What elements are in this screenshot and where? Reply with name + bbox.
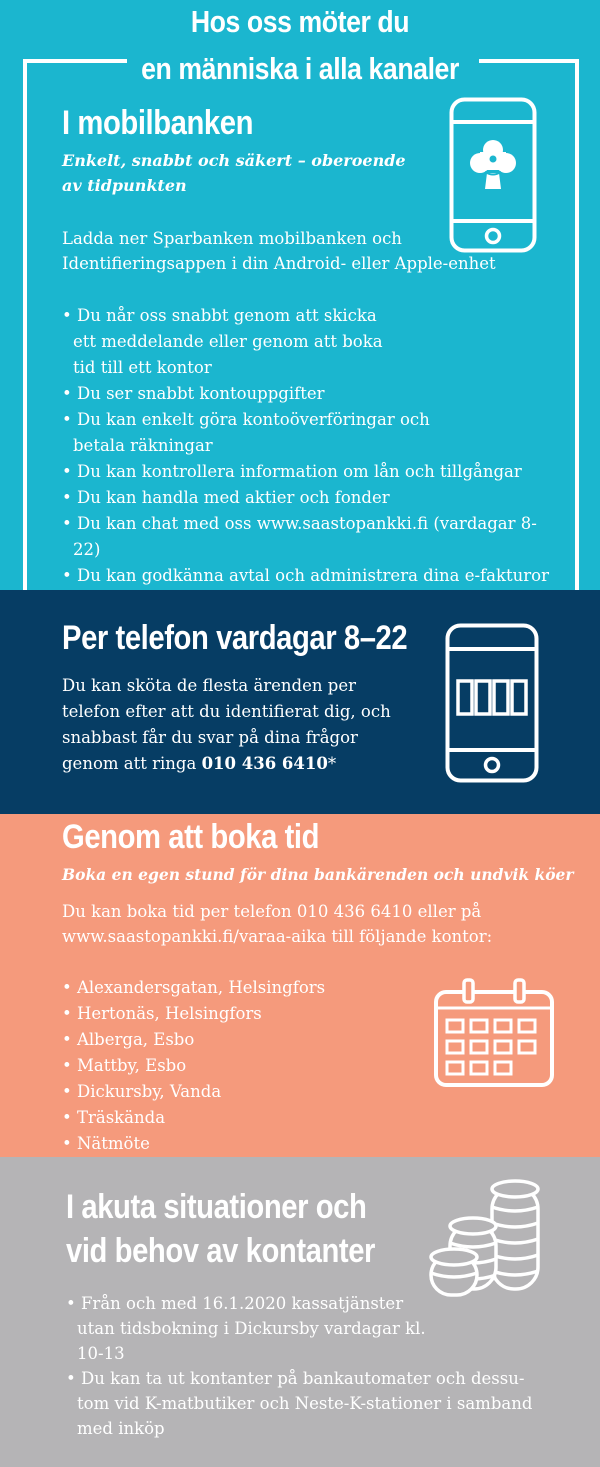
calendar-icon xyxy=(433,978,555,1088)
urgent-heading-line1: I akuta situationer och xyxy=(66,1188,367,1226)
phone-number: 010 436 6410 xyxy=(201,754,328,773)
booking-heading: Genom att boka tid xyxy=(62,818,320,856)
list-item: • Hertonäs, Helsingfors xyxy=(62,1001,422,1027)
page-title-line2: en människa i alla kanaler xyxy=(141,51,459,86)
phone-text xyxy=(62,673,412,777)
list-item: • Du kan ta ut kontanter på bankautomater och dessu- tom vid K-matbutiker och Neste-K-stationer i samband med inköp xyxy=(66,1366,556,1441)
mobile-subtitle xyxy=(62,148,406,198)
list-item: • Du kan handla med aktier och fonder xyxy=(62,485,562,511)
urgent-heading-line2: vid behov av kontanter xyxy=(66,1232,376,1270)
list-item: • Mattby, Esbo xyxy=(62,1053,422,1079)
list-item: • Dickursby, Vanda xyxy=(62,1079,422,1105)
phone-description: Du kan sköta de flesta ärenden per telefon efter att du identifierat dig, och snabbast får du svar på dina frågor genom att ringa xyxy=(62,676,391,773)
list-item: • Du ser snabbt kontouppgifter xyxy=(62,381,562,407)
smartphone-keypad-icon xyxy=(445,623,539,783)
booking-subtitle: Boka en egen stund för dina bankärenden och undvik köer xyxy=(62,865,574,884)
list-item: • Du kan godkänna avtal och administrera dina e-fakturor xyxy=(62,563,562,589)
mobile-intro xyxy=(62,226,496,276)
booking-intro: Du kan boka tid per telefon 010 436 6410 eller på www.saastopankki.fi/varaa-aika till följande kontor: xyxy=(62,902,493,946)
urgent-list xyxy=(66,1291,556,1441)
frame-left xyxy=(23,59,27,590)
mobile-intro-line1: Ladda ner Sparbanken mobilbanken och xyxy=(62,229,402,248)
list-item: • Du kan enkelt göra kontoöverföringar och betala räkningar xyxy=(62,407,452,459)
urgent-section xyxy=(0,1157,600,1467)
mobile-feature-list xyxy=(62,303,562,615)
coins-icon xyxy=(428,1177,542,1299)
list-item: • Alexandersgatan, Helsingfors xyxy=(62,975,422,1001)
page-title-line1: Hos oss möter du xyxy=(190,4,410,39)
smartphone-tree-icon xyxy=(449,97,537,253)
mobile-intro-line2: Identifieringsappen i din Android- eller Apple-enhet xyxy=(62,254,496,273)
mobile-subtitle-line2: av tidpunkten xyxy=(62,176,187,195)
phone-footnote-mark: * xyxy=(327,754,337,773)
mobile-heading: I mobilbanken xyxy=(62,104,254,142)
list-item: • Du kan kontrollera information om lån och tillgångar xyxy=(62,459,562,485)
booking-section xyxy=(0,814,600,1157)
list-item: • Du når oss snabbt genom att skicka ett meddelande eller genom att boka tid till ett kontor xyxy=(62,303,402,381)
frame-right xyxy=(575,59,579,590)
phone-section xyxy=(0,590,600,814)
mobile-subtitle-line1: Enkelt, snabbt och säkert – oberoende xyxy=(62,151,406,170)
office-list xyxy=(62,975,422,1157)
list-item: • Alberga, Esbo xyxy=(62,1027,422,1053)
list-item: • Träskända xyxy=(62,1105,422,1131)
list-item: • Nätmöte xyxy=(62,1131,422,1157)
list-item: • Från och med 16.1.2020 kassatjänster utan tidsbokning i Dickursby vardagar kl. 10-13 xyxy=(66,1291,426,1366)
mobile-bank-section xyxy=(0,0,600,590)
list-item: • Du kan chat med oss www.saastopankki.fi (vardagar 8-22) xyxy=(62,511,562,563)
phone-heading: Per telefon vardagar 8–22 xyxy=(62,619,408,657)
